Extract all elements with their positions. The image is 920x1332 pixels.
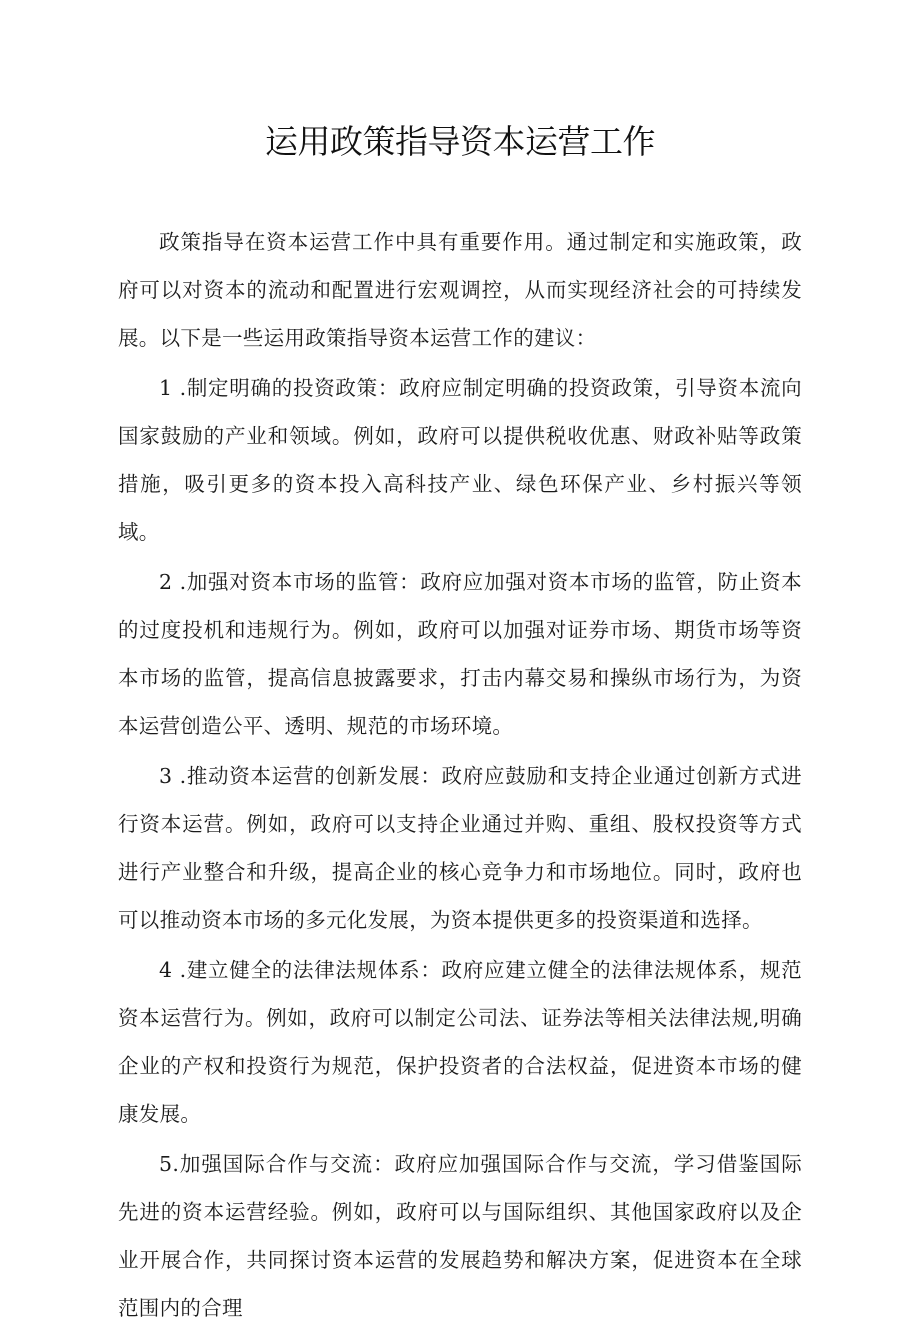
paragraph-item-3: 3 .推动资本运营的创新发展：政府应鼓励和支持企业通过创新方式进行资本运营。例如，政府可以支持企业通过并购、重组、股权投资等方式进行产业整合和升级，提高企业的核心竞争力和市场地位。同时，政府也可以推动资本市场的多元化发展，为资本提供更多的投资渠道和选择。 xyxy=(118,764,802,932)
intro-paragraph: 政策指导在资本运营工作中具有重要作用。通过制定和实施政策，政府可以对资本的流动和配置进行宏观调控，从而实现经济社会的可持续发展。以下是一些运用政策指导资本运营工作的建议： xyxy=(118,230,802,350)
paragraph-item-1: 1 .制定明确的投资政策：政府应制定明确的投资政策，引导资本流向国家鼓励的产业和领域。例如，政府可以提供税收优惠、财政补贴等政策措施，吸引更多的资本投入高科技产业、绿色环保产业、乡村振兴等领域。 xyxy=(118,376,802,544)
paragraph-item-2: 2 .加强对资本市场的监管：政府应加强对资本市场的监管，防止资本的过度投机和违规行为。例如，政府可以加强对证券市场、期货市场等资本市场的监管，提高信息披露要求，打击内幕交易和操纵市场行为，为资本运营创造公平、透明、规范的市场环境。 xyxy=(118,570,802,738)
document-title: 运用政策指导资本运营工作 xyxy=(265,122,655,161)
paragraph-item-5: 5.加强国际合作与交流：政府应加强国际合作与交流，学习借鉴国际先进的资本运营经验。例如，政府可以与国际组织、其他国家政府以及企业开展合作，共同探讨资本运营的发展趋势和解决方案，促进资本在全球范围内的合理 xyxy=(118,1152,802,1320)
paragraph-item-4: 4 .建立健全的法律法规体系：政府应建立健全的法律法规体系，规范资本运营行为。例如，政府可以制定公司法、证券法等相关法律法规,明确企业的产权和投资行为规范，保护投资者的合法权益，促进资本市场的健康发展。 xyxy=(118,958,802,1126)
